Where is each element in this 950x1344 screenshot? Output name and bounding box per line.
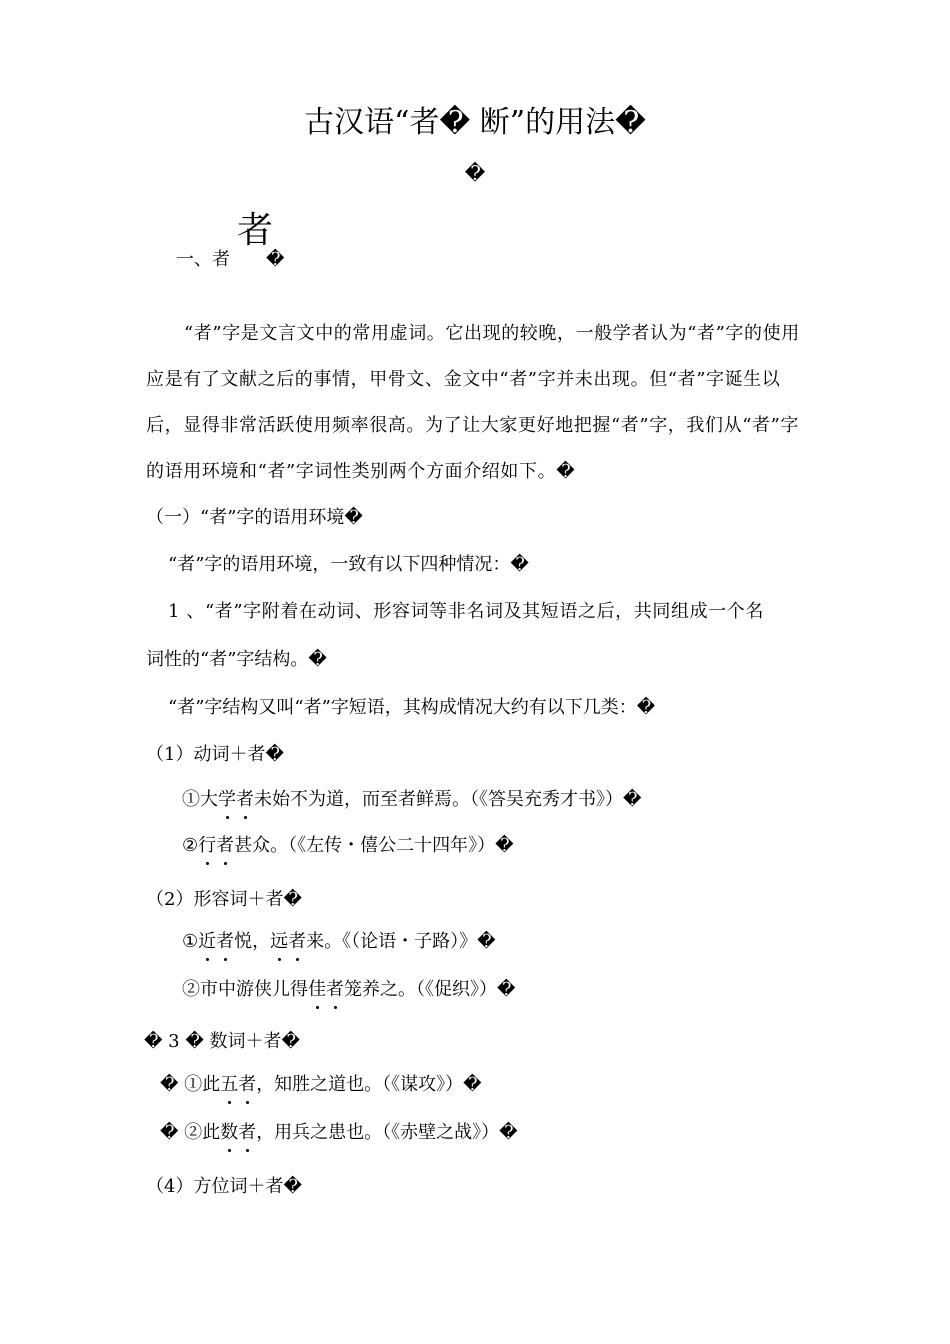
emphasis-char: 远	[270, 931, 289, 952]
emphasis-char: 行	[198, 835, 217, 856]
example-text: 来。《（论语・子路）》�	[306, 931, 496, 952]
example-number: ①	[182, 931, 199, 952]
emphasis-char: 者	[238, 1074, 257, 1095]
example-text: 悦，	[234, 931, 271, 952]
example-line	[160, 1121, 518, 1145]
category-heading: � 3 � 数词＋者�	[144, 1031, 300, 1052]
example-line	[182, 788, 641, 812]
emphasis-char: 者	[238, 1122, 257, 1143]
structure-intro: “者”字结构又叫“者”字短语，其构成情况大约有以下几类：�	[168, 697, 656, 718]
category-heading: （4）方位词＋者�	[146, 1176, 302, 1197]
emphasis-char: 佳	[308, 979, 326, 1000]
example-line	[182, 978, 515, 1002]
example-text: 甚众。（《左传・僖公二十四年》）�	[234, 835, 514, 856]
example-text: 未始不为道，而至者鲜焉。（《答吴充秀才书》）�	[254, 789, 642, 810]
section-heading: 一、者 �	[176, 249, 285, 270]
emphasis-char: 者	[216, 835, 235, 856]
example-line	[182, 834, 514, 858]
category-heading: （2）形容词＋者�	[146, 889, 302, 910]
example-text: 此	[202, 1074, 221, 1095]
subsection-intro: “者”字的语用环境，一致有以下四种情况：�	[168, 554, 529, 575]
subsection-heading: （一）“者”字的语用环境�	[146, 507, 363, 528]
example-number: ①	[182, 789, 200, 810]
emphasis-char: 者	[236, 789, 254, 810]
example-number: � ②	[160, 1122, 203, 1143]
example-text: 笼养之。（《促织》）�	[344, 979, 516, 1000]
emphasis-char: 近	[198, 931, 217, 952]
example-text: 此	[202, 1122, 221, 1143]
category-heading: （1）动词＋者�	[146, 744, 284, 765]
emphasis-char: 数	[220, 1122, 239, 1143]
document-title: 古汉语“者� 断”的用法�	[304, 105, 646, 140]
emphasis-char: 学	[218, 789, 236, 810]
emphasis-char: 者	[288, 931, 307, 952]
example-number: ②	[182, 835, 199, 856]
intro-paragraph: “者”字是文言文中的常用虚词。它出现的较晚，一般学者认为“者”字的使用应是有了文献之后的事情，甲骨文、金文中“者”字并未出现。但“者”字诞生以后，显得非常活跃使用频率很高。为了让大家更好地把握“者”字，我们从“者”字的语用环境和“者”字词性类别两个方面介绍如下。�	[146, 323, 800, 482]
example-text: 市中游侠儿得	[200, 979, 308, 1000]
example-line	[160, 1073, 482, 1097]
example-number: � ①	[160, 1074, 203, 1095]
example-text: 大	[200, 789, 218, 810]
section-big-character: 者	[237, 210, 274, 251]
title-placeholder-glyph: �	[464, 161, 486, 185]
example-line	[182, 930, 496, 954]
emphasis-char: 者	[326, 979, 344, 1000]
emphasis-char: 者	[216, 931, 235, 952]
example-text: ，用兵之患也。（《赤壁之战》）�	[256, 1122, 518, 1143]
point-1-line-2: 词性的“者”字结构。�	[146, 649, 327, 670]
example-text: ，知胜之道也。（《谋攻》）�	[256, 1074, 482, 1095]
emphasis-char: 五	[220, 1074, 239, 1095]
point-1-line-1: 1 、“者”字附着在动词、形容词等非名词及其短语之后，共同组成一个名	[168, 601, 764, 622]
example-number: ②	[182, 979, 200, 1000]
